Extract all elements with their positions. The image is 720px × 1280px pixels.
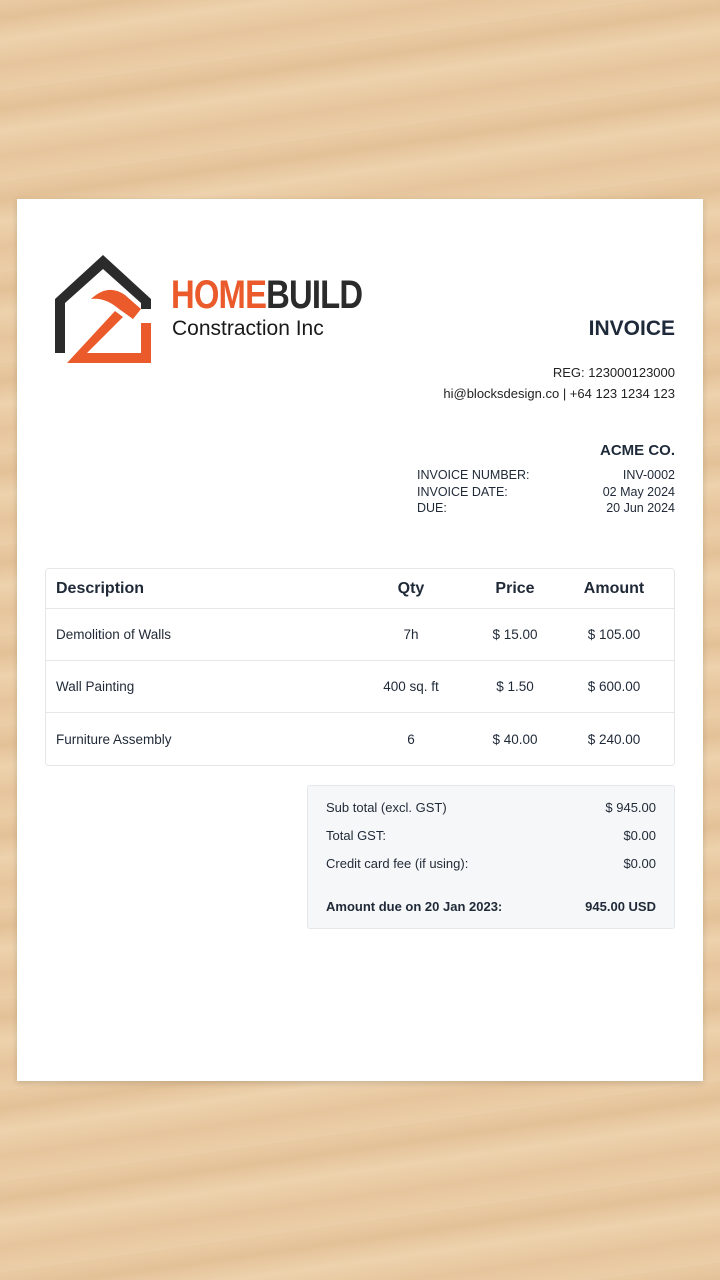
cell-price: $ 15.00 (476, 609, 554, 661)
meta-row (417, 501, 675, 518)
invoice-paper (17, 199, 703, 1081)
cell-amount: $ 105.00 (554, 609, 674, 661)
cell-price: $ 1.50 (476, 661, 554, 713)
table-row (46, 609, 674, 661)
cc-fee-value: $0.00 (623, 855, 656, 871)
amount-due-row (326, 892, 656, 920)
header-qty: Qty (346, 569, 476, 609)
table-row (46, 661, 674, 713)
cell-amount: $ 600.00 (554, 661, 674, 713)
cell-price: $ 40.00 (492, 731, 538, 747)
invoice-title: INVOICE (588, 317, 675, 340)
meta-row (417, 485, 675, 502)
cell-qty: 7h (346, 609, 476, 661)
gst-label: Total GST: (326, 827, 386, 843)
company-name-home: HOME (171, 273, 267, 317)
cc-fee-row (326, 849, 656, 877)
totals-box (307, 785, 675, 929)
meta-row (417, 468, 675, 485)
gst-value: $0.00 (623, 827, 656, 843)
header-price: Price (476, 569, 554, 609)
invoice-meta (417, 468, 675, 518)
cc-fee-label: Credit card fee (if using): (326, 855, 469, 871)
cell-qty: 6 (407, 731, 415, 747)
cell-description: Wall Painting (46, 661, 346, 713)
meta-label: INVOICE DATE: (417, 484, 508, 499)
meta-value: INV-0002 (622, 468, 675, 482)
table-header (46, 569, 674, 609)
house-hammer-logo-icon (53, 253, 153, 365)
client-name: ACME CO. (600, 442, 675, 459)
meta-label: DUE: (417, 501, 447, 515)
registration-number: REG: 123000123000 (552, 365, 675, 380)
company-name-build: BUILD (266, 273, 363, 317)
amount-due-label: Amount due on 20 Jan 2023: (326, 898, 503, 914)
cell-qty: 400 sq. ft (346, 661, 476, 713)
cell-amount: $ 240.00 (587, 731, 641, 747)
meta-value: 02 May 2024 (602, 484, 675, 499)
amount-due-value: 945.00 USD (585, 898, 656, 914)
gst-row (326, 821, 656, 849)
company-name (171, 273, 362, 318)
meta-value: 20 Jun 2024 (606, 501, 675, 515)
contact-info: hi@blocksdesign.co | +64 123 1234 123 (443, 386, 675, 401)
subtotal-row (326, 793, 656, 821)
header-amount: Amount (554, 569, 674, 609)
cell-description: Furniture Assembly (56, 731, 172, 747)
header-description: Description (46, 569, 346, 609)
line-items-table (45, 568, 675, 766)
cell-description: Demolition of Walls (46, 609, 346, 661)
table-row (46, 713, 674, 765)
company-subtitle: Constraction Inc (172, 317, 324, 340)
subtotal-label: Sub total (excl. GST) (326, 799, 447, 815)
subtotal-value: $ 945.00 (605, 799, 656, 815)
meta-label: INVOICE NUMBER: (417, 468, 530, 482)
